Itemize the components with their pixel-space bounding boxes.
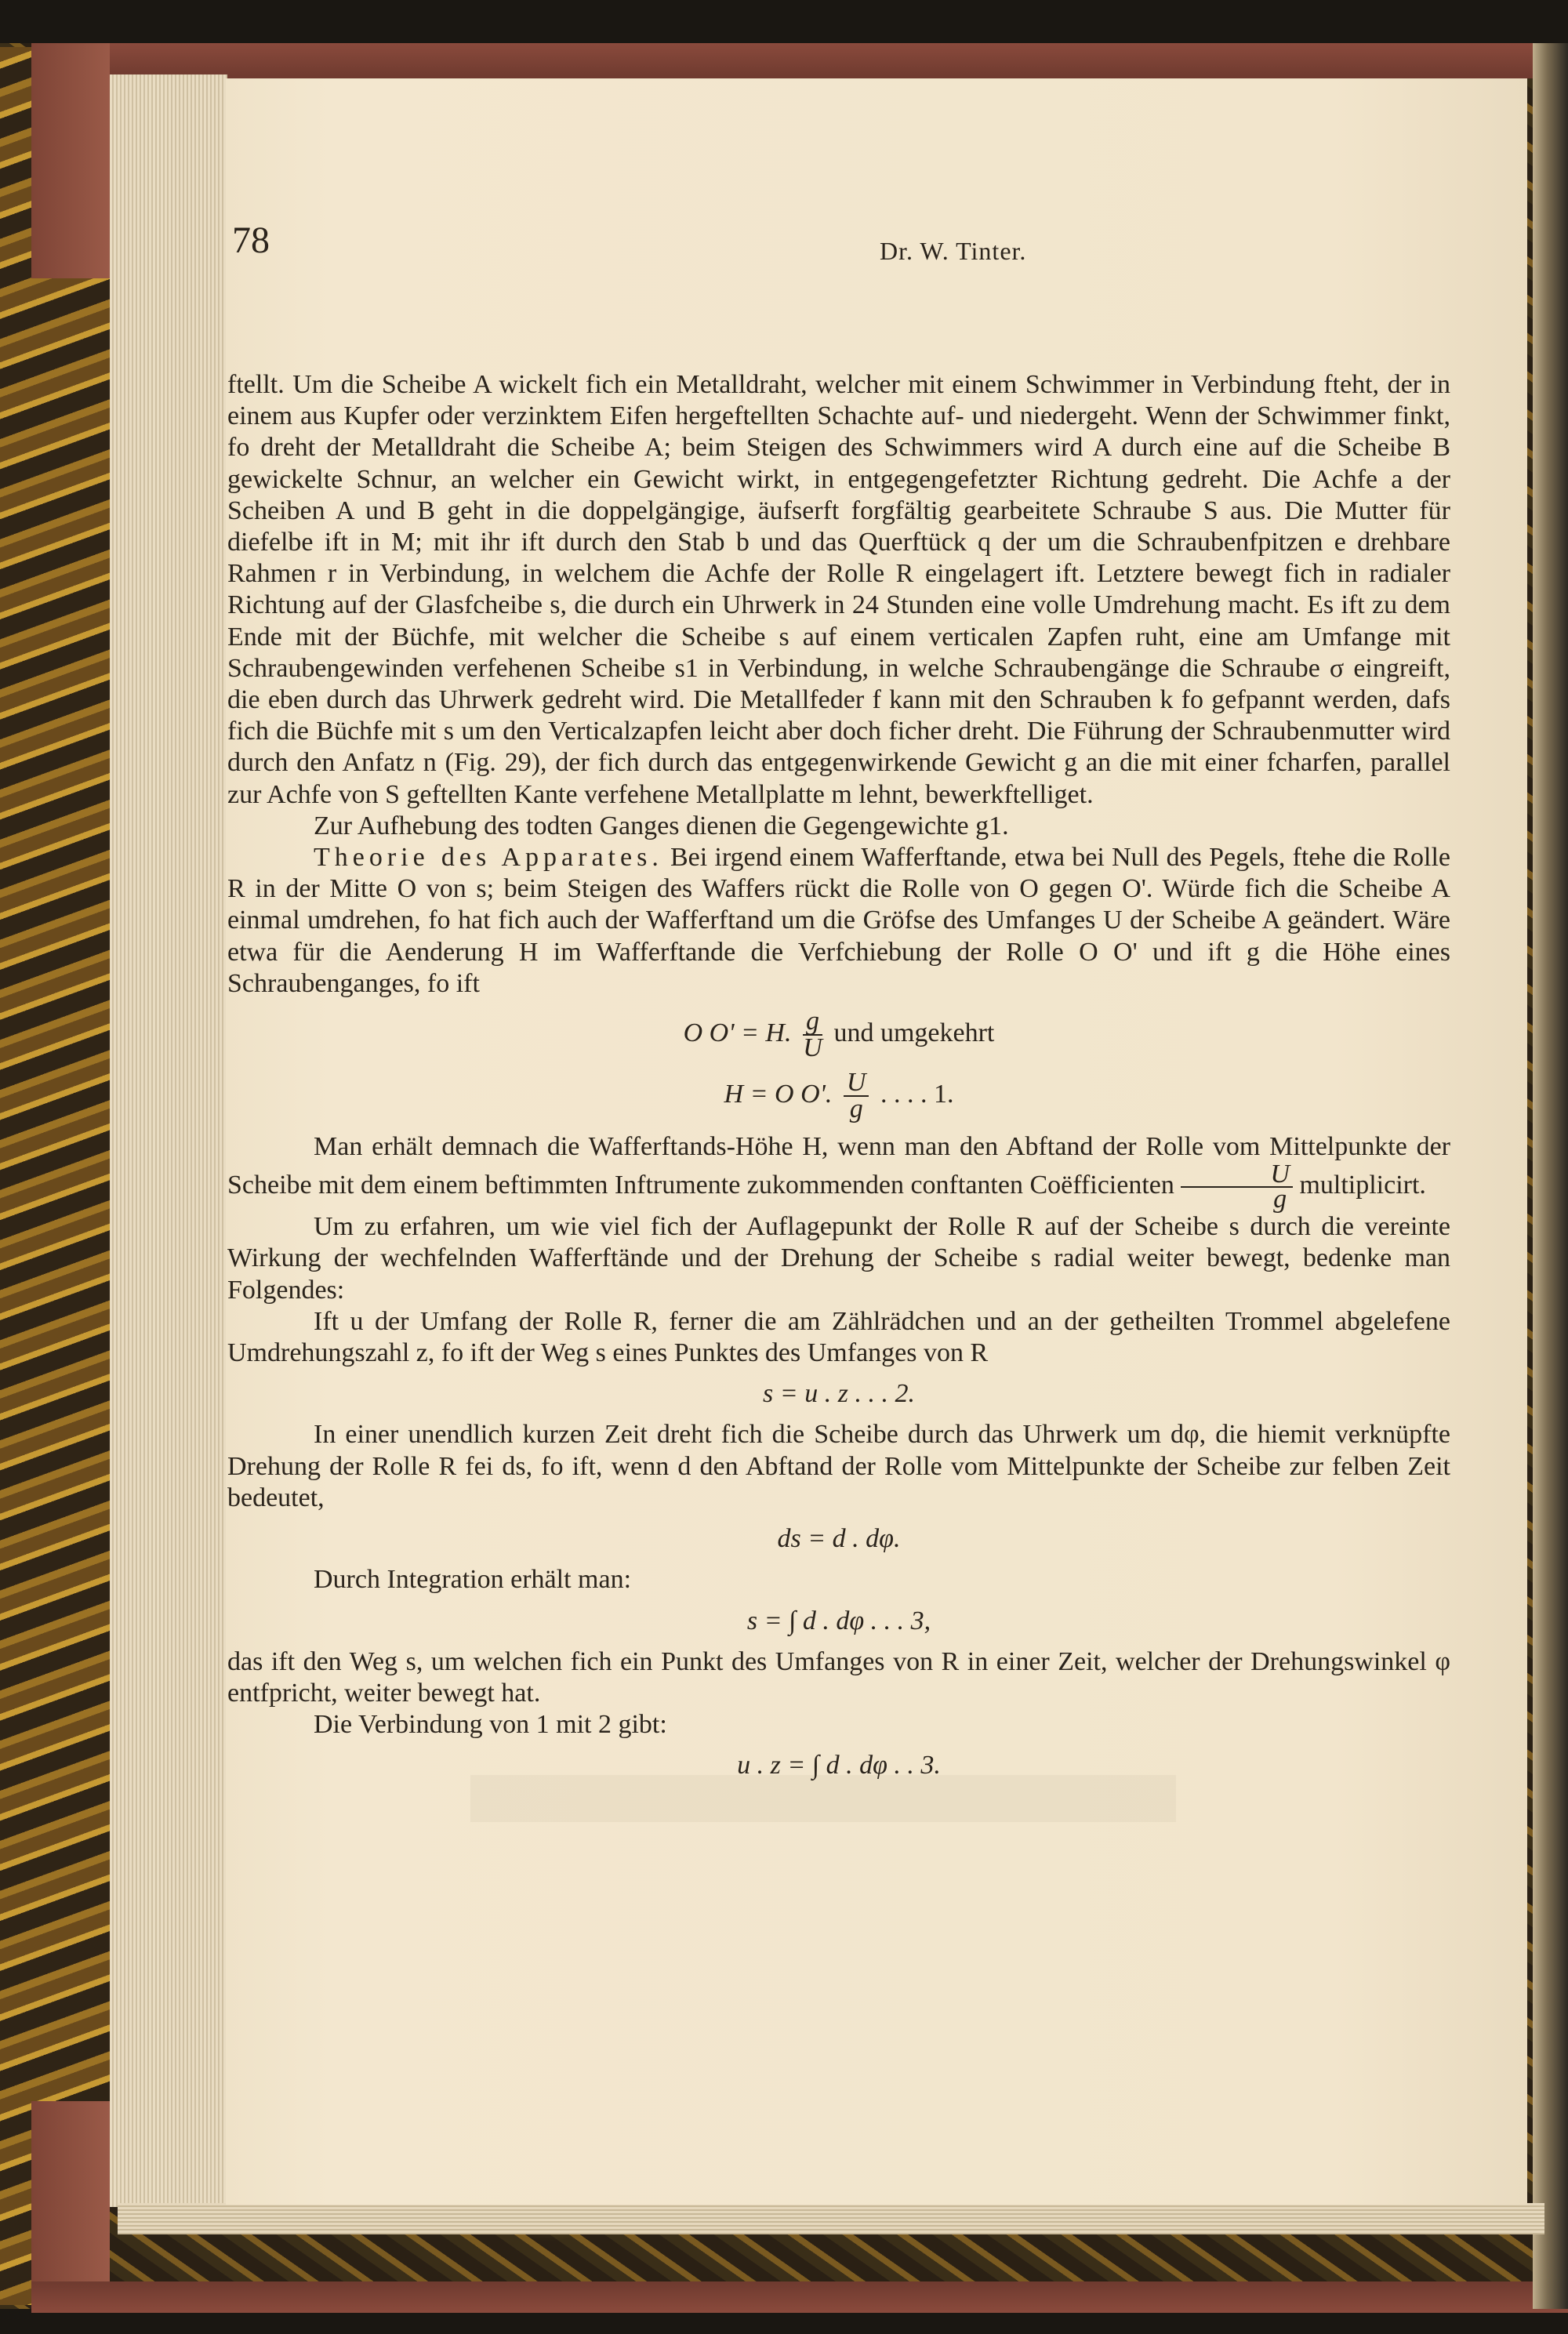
equation-term: H = O O'. <box>724 1079 833 1109</box>
paragraph <box>227 1131 1450 1214</box>
paragraph: das ift den Weg s, um welchen fich ein Punkt des Umfanges von R in einer Zeit, welcher der Drehungswinkel φ entfpricht, weiter bewegt hat. <box>227 1646 1450 1708</box>
paragraph: Um zu erfahren, um wie viel fich der Auflagepunkt der Rolle R auf der Scheibe s durch die vereinte Wirkung der wechfelnden Wafferftände und der Drehung der Scheibe s radial weiter bewegt, bedenke man Folgendes: <box>227 1212 1450 1305</box>
paragraph-text: multiplicirt. <box>1299 1171 1426 1200</box>
equation-5: s = ∫ d . dφ . . . 3, <box>746 1606 931 1635</box>
fraction-numerator: U <box>844 1070 869 1097</box>
marbled-board-edge <box>0 47 110 2305</box>
leather-edge-bottom <box>31 2281 1568 2313</box>
paragraph: ftellt. Um die Scheibe A wickelt fich ein Metalldraht, welcher mit einem Schwimmer in Verbindung fteht, der in einem aus Kupfer oder verzinktem Eifen hergeftellten Schachte auf- und niedergeht. Wenn der Schwimmer finkt, fo dreht der Metalldraht die Scheibe A; beim Steigen des Schwimmers wird A durch eine auf die Scheibe B gewickelte Schnur, an welcher ein Gewicht wirkt, in entgegengefetzter Richtung gedreht. Die Achfe a der Scheiben A und B geht in die doppelgängige, äufserft forgfältig gearbeitete Schraube S aus. Die Mutter für diefelbe ift in M; mit ihr ift durch den Stab b und das Querftück q der um die Schraubenfpitzen e drehbare Rahmen r in Verbindung, in welchem die Achfe der Rolle R eingelagert ift. Letztere bewegt fich in radialer Richtung auf der Glasfcheibe s, die durch ein Uhrwerk in 24 Stunden eine volle Umdrehung macht. Es ift zu dem Ende mit der Büchfe, mit welcher die Scheibe s auf einem verticalen Zapfen ruht, eine am Umfange mit Schraubengewinden verfehenen Scheibe s1 in Verbindung, in welche Schraubengänge die Schraube σ eingreift, die eben durch das Uhrwerk gedreht wird. Die Metallfeder f kann mit den Schrauben k fo gefpannt werden, dafs fich die Büchfe mit s um den Verticalzapfen leicht aber doch ficher dreht. Die Führung der Schraubenmutter wird durch den Anfatz n (Fig. 29), der fich durch das entgegenwirkende Gewicht g an die mit einer fcharfen, parallel zur Achfe von S geftellten Kante verfehene Metallplatte m lehnt, bewerkftelliget. <box>227 370 1450 809</box>
body-text <box>227 369 1450 1791</box>
paragraph <box>227 842 1450 1000</box>
paragraph: Durch Integration erhält man: <box>314 1565 632 1595</box>
equation-1 <box>227 1009 1450 1061</box>
running-head: Dr. W. Tinter. <box>880 237 1027 265</box>
coefficient-fraction <box>1181 1160 1293 1214</box>
page-gutter-right <box>1533 43 1568 2309</box>
equation-term: und umgekehrt <box>833 1018 995 1047</box>
leather-corner-top <box>31 43 1568 78</box>
page-stack-edge <box>110 74 227 2207</box>
fraction-numerator: g <box>803 1009 822 1036</box>
equation-term: O O' = H. <box>683 1018 792 1047</box>
paragraph-text: Man erhält demnach die Wafferftands-Höhe H, wenn man den Abftand der Rolle vom Mittelpunkte der Scheibe mit dem einem beftimmten Inftrumente zukommenden conftanten Coëfficienten <box>227 1132 1450 1200</box>
equation-3: s = u . z . . . 2. <box>763 1379 915 1409</box>
fraction-denominator: g <box>1273 1185 1287 1214</box>
equation-2 <box>227 1070 1450 1122</box>
paragraph: Ift u der Umfang der Rolle R, ferner die am Zählrädchen und an der getheilten Trommel abgelefene Umdrehungszahl z, fo ift der Weg s eines Punktes des Umfanges von R <box>227 1306 1450 1368</box>
leather-corner-left <box>31 43 110 278</box>
fraction-denominator: U <box>803 1033 822 1063</box>
equation-label: . . . . 1. <box>880 1079 954 1109</box>
fraction-denominator: g <box>849 1094 863 1124</box>
page-stack-bottom <box>118 2203 1544 2234</box>
paragraph: In einer unendlich kurzen Zeit dreht fich die Scheibe durch das Uhrwerk um dφ, die hiemit verknüpfte Drehung der Rolle R fei ds, fo ift, wenn d den Abftand der Rolle vom Mittelpunkte der Scheibe zur felben Zeit bedeutet, <box>227 1420 1450 1512</box>
equation-6: u . z = ∫ d . dφ . . 3. <box>737 1751 941 1780</box>
paragraph-text: Bei irgend einem Wafferftande, etwa bei Null des Pegels, ftehe die Rolle R in der Mitte O von s; beim Steigen des Waffers rückt die Rolle von O gegen O'. Würde fich die Scheibe A einmal umdrehen, fo hat fich auch der Wafferftand um die Gröfse des Umfanges U der Scheibe A geändert. Wäre etwa für die Aenderung H im Wafferftande die Verfchiebung der Rolle O O' und ift g die Höhe eines Schraubenganges, fo ift <box>227 843 1450 998</box>
fraction-numerator: U <box>1181 1163 1293 1188</box>
page-number: 78 <box>232 220 270 261</box>
paragraph: Die Verbindung von 1 mit 2 gibt: <box>314 1710 667 1740</box>
equation-4: ds = d . dφ. <box>777 1524 901 1554</box>
fraction <box>844 1070 869 1122</box>
paragraph: Zur Aufhebung des todten Ganges dienen die Gegengewichte g1. <box>314 811 1009 840</box>
fraction <box>803 1009 822 1061</box>
section-heading: Theorie des Apparates. <box>314 843 663 873</box>
